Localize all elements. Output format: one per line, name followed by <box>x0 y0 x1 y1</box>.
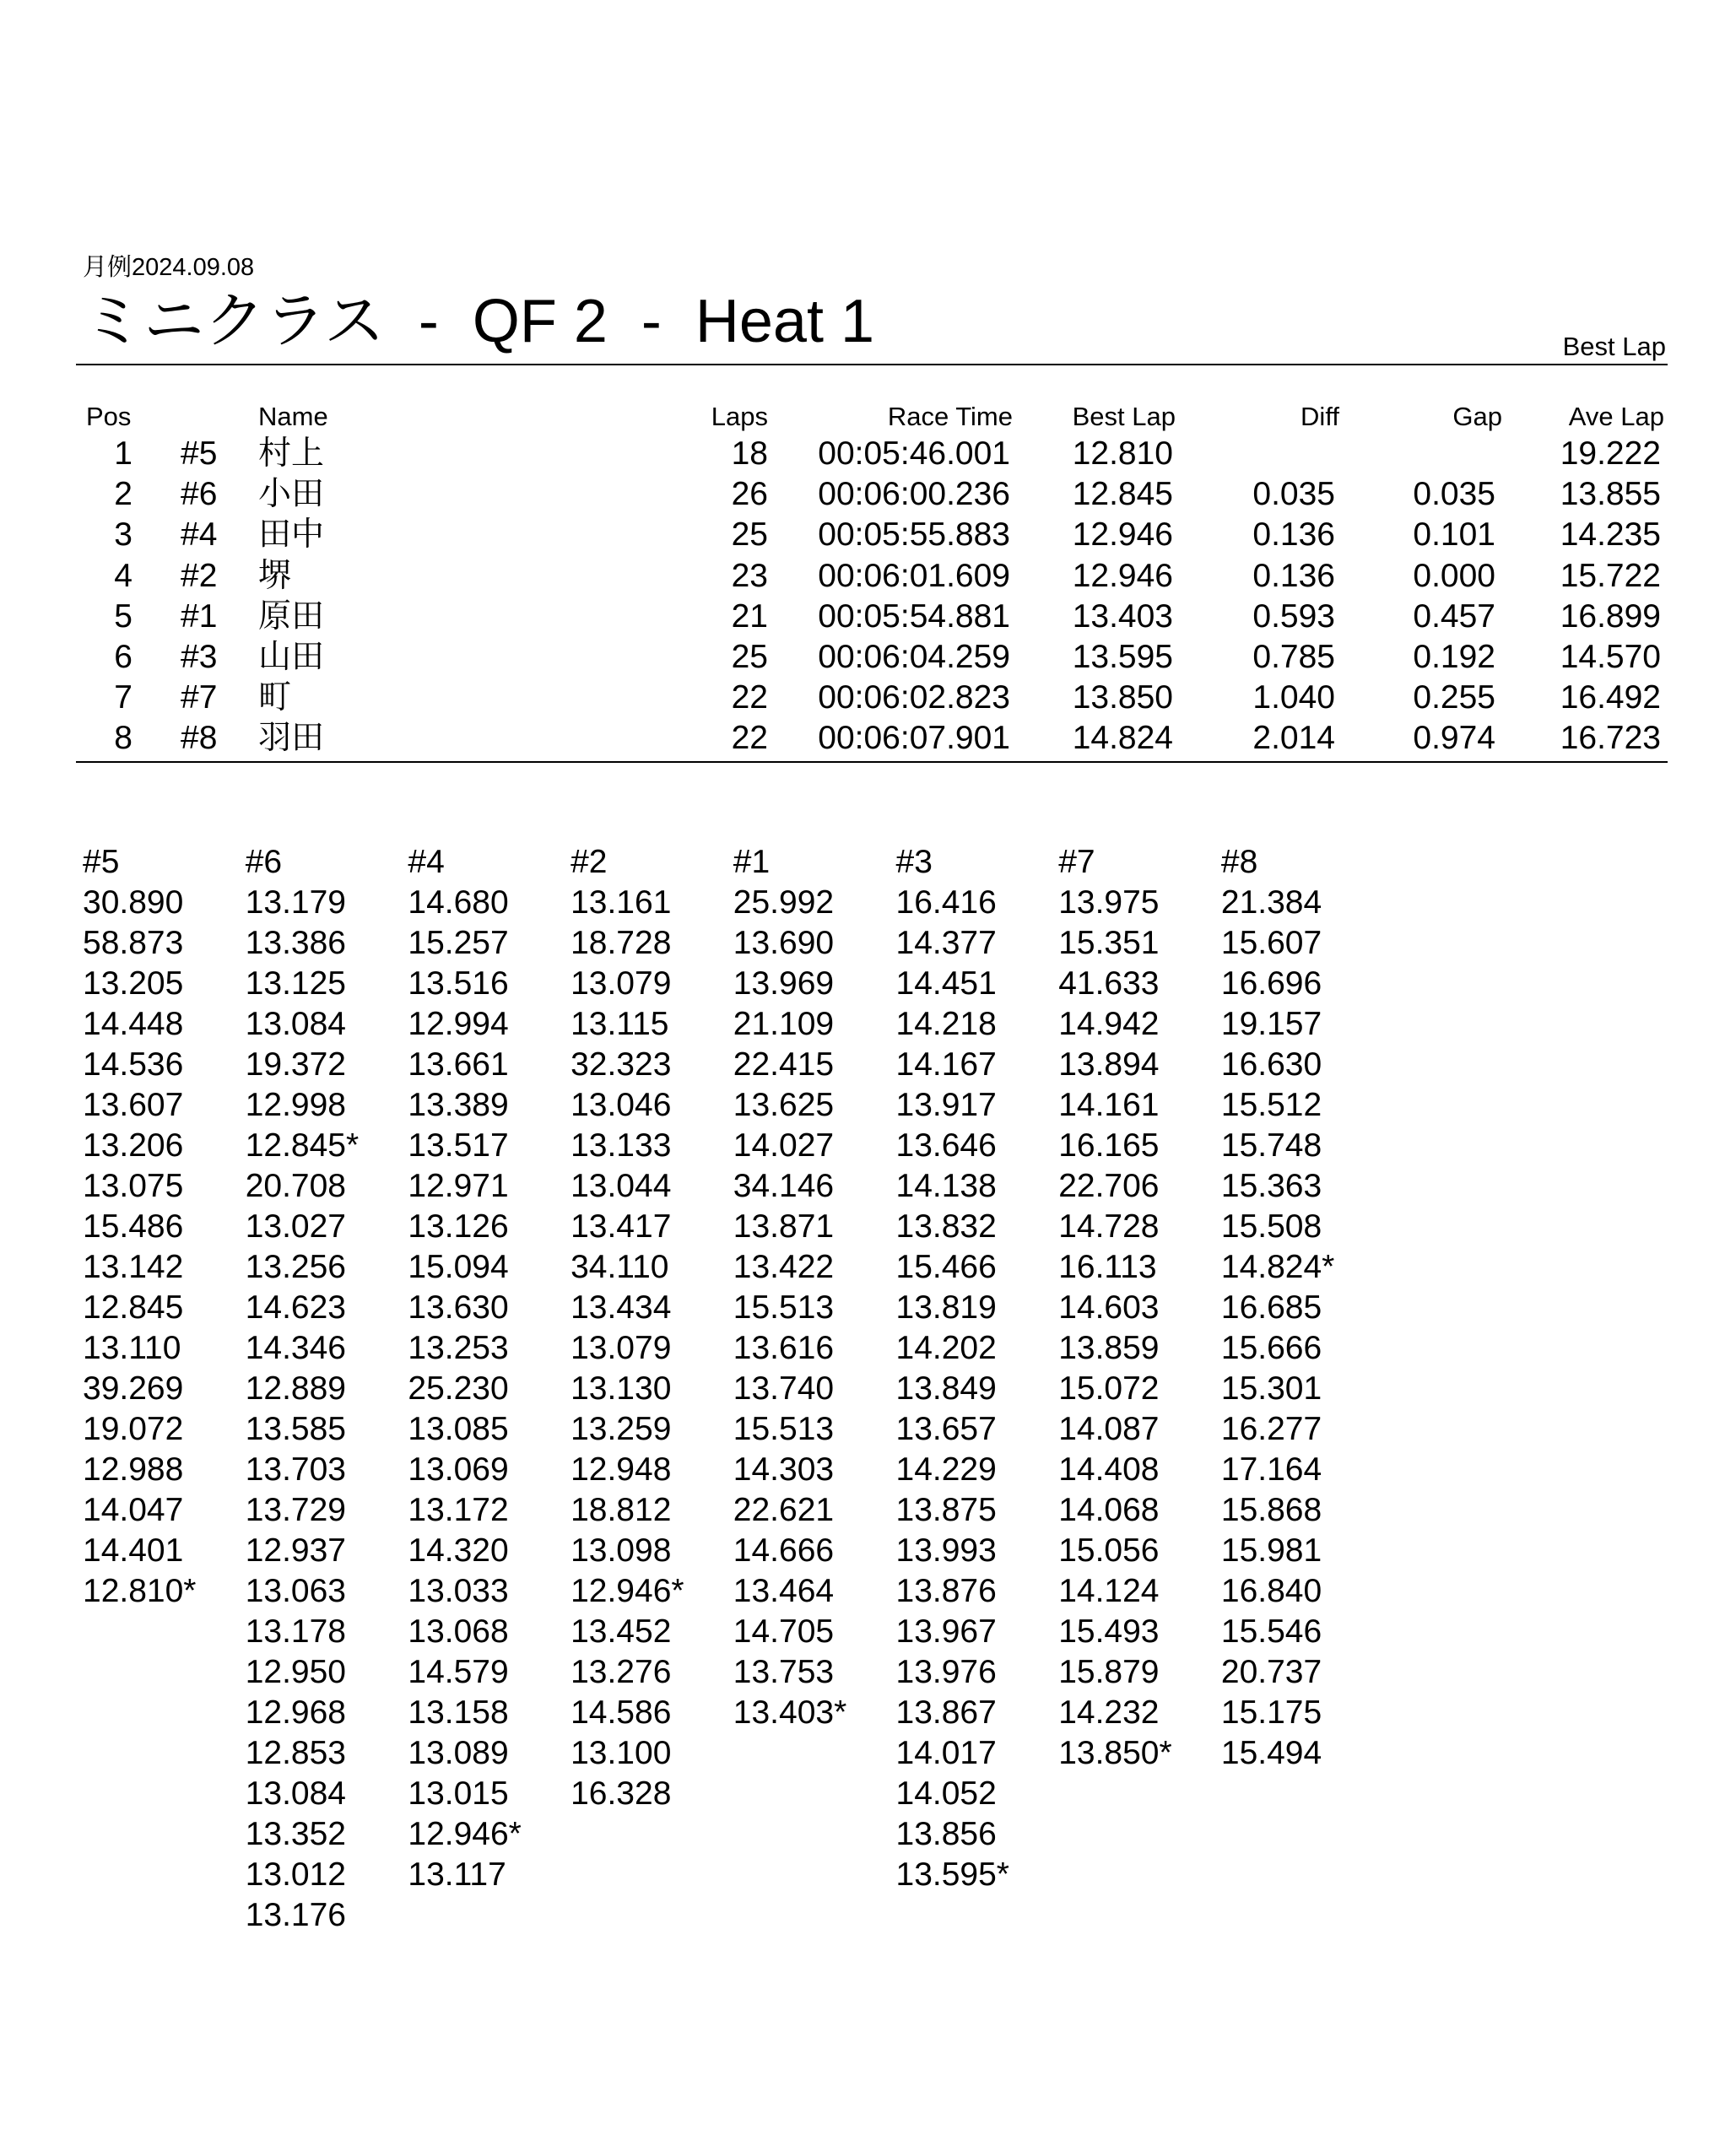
lap-time: 19.072 <box>83 1411 184 1447</box>
result-gap: 0.101 <box>1413 516 1495 554</box>
lap-column <box>83 842 245 1612</box>
lap-time: 13.172 <box>408 1492 509 1528</box>
result-ave-lap: 13.855 <box>1560 476 1661 513</box>
lap-time: 13.125 <box>245 965 346 1002</box>
lap-time: 15.513 <box>733 1411 835 1447</box>
lap-time: 34.110 <box>570 1249 669 1285</box>
lap-time: 13.867 <box>895 1694 997 1731</box>
lap-time: 15.351 <box>1058 925 1160 961</box>
lap-time: 12.948 <box>570 1451 672 1488</box>
best-lap-label: Best Lap <box>1562 332 1666 361</box>
result-pos: 3 <box>114 516 132 554</box>
lap-time: 13.969 <box>733 965 835 1002</box>
lap-time: 20.737 <box>1220 1654 1322 1690</box>
lap-time: 13.205 <box>83 965 184 1002</box>
lap-time: 13.033 <box>408 1573 509 1609</box>
lap-time: 13.085 <box>408 1411 509 1447</box>
lap-time: 15.508 <box>1220 1208 1322 1245</box>
column-header-diff: Diff <box>1301 402 1339 431</box>
result-pos: 7 <box>114 679 132 716</box>
lap-time: 13.729 <box>245 1492 346 1528</box>
lap-time: 13.875 <box>895 1492 997 1528</box>
lap-time: 13.856 <box>895 1816 997 1852</box>
lap-time: 13.259 <box>570 1411 672 1447</box>
lap-time: 14.218 <box>895 1006 997 1042</box>
result-pos: 6 <box>114 639 132 675</box>
lap-time: 13.126 <box>408 1208 509 1245</box>
lap-time: 41.633 <box>1058 965 1160 1002</box>
lap-time: 16.113 <box>1058 1249 1157 1285</box>
result-laps: 23 <box>731 557 768 594</box>
lap-column <box>1058 842 1220 1774</box>
result-diff: 0.136 <box>1252 516 1335 554</box>
lap-time: 15.879 <box>1058 1654 1160 1690</box>
result-gap: 0.192 <box>1413 639 1495 675</box>
column-header-laps: Laps <box>711 402 768 431</box>
lap-time: 14.232 <box>1058 1694 1160 1731</box>
lap-time: 21.109 <box>733 1006 835 1042</box>
lap-time: 12.946* <box>408 1816 522 1852</box>
lap-time: 13.993 <box>895 1532 997 1569</box>
lap-time: 15.546 <box>1220 1613 1322 1650</box>
lap-time: 34.146 <box>733 1168 835 1204</box>
lap-time: 13.616 <box>733 1330 835 1366</box>
lap-time: 19.372 <box>245 1046 346 1083</box>
lap-time: 13.386 <box>245 925 346 961</box>
column-header-gap: Gap <box>1452 402 1502 431</box>
result-laps: 25 <box>731 516 768 554</box>
lap-time: 15.666 <box>1220 1330 1322 1366</box>
result-diff: 0.785 <box>1252 639 1335 675</box>
lap-time: 16.165 <box>1058 1127 1160 1164</box>
result-race-time: 00:05:54.881 <box>818 597 1010 635</box>
lap-time: 16.630 <box>1220 1046 1322 1083</box>
lap-time: 14.027 <box>733 1127 835 1164</box>
result-gap: 0.457 <box>1413 597 1495 635</box>
lap-time: 13.850* <box>1058 1735 1172 1771</box>
lap-time: 13.046 <box>570 1087 672 1123</box>
lap-time: 30.890 <box>83 884 184 921</box>
lap-time: 13.015 <box>408 1775 509 1812</box>
lap-time: 14.346 <box>245 1330 346 1366</box>
result-best-lap: 13.403 <box>1072 597 1173 635</box>
lap-time: 13.100 <box>570 1735 672 1771</box>
lap-time: 13.661 <box>408 1046 509 1083</box>
result-driver-name: 原田 <box>258 597 325 635</box>
result-pos: 4 <box>114 557 132 594</box>
result-driver-name: 山田 <box>258 639 325 675</box>
lap-time: 13.079 <box>570 965 672 1002</box>
lap-time: 39.269 <box>83 1370 184 1407</box>
lap-time: 14.161 <box>1058 1087 1160 1123</box>
lap-time: 13.253 <box>408 1330 509 1366</box>
lap-time: 15.363 <box>1220 1168 1322 1204</box>
lap-time: 16.685 <box>1220 1289 1322 1326</box>
lap-time: 15.748 <box>1220 1127 1322 1164</box>
lap-time: 13.063 <box>245 1573 346 1609</box>
lap-time: 13.098 <box>570 1532 672 1569</box>
lap-time: 14.623 <box>245 1289 346 1326</box>
result-kart-number: #8 <box>181 720 218 757</box>
result-diff: 0.593 <box>1252 597 1335 635</box>
lap-column-kart-number: #6 <box>245 844 283 880</box>
result-best-lap: 12.810 <box>1072 435 1173 472</box>
lap-time: 12.988 <box>83 1451 184 1488</box>
result-pos: 1 <box>114 435 132 472</box>
lap-column-kart-number: #5 <box>83 844 120 880</box>
lap-time: 12.810* <box>83 1573 197 1609</box>
result-driver-name: 堺 <box>258 557 292 594</box>
result-ave-lap: 16.723 <box>1560 720 1661 757</box>
lap-time: 13.110 <box>83 1330 181 1366</box>
lap-time: 13.585 <box>245 1411 346 1447</box>
lap-column <box>733 842 895 1733</box>
column-header-race-time: Race Time <box>887 402 1013 431</box>
result-ave-lap: 14.570 <box>1560 639 1661 675</box>
lap-time: 13.417 <box>570 1208 672 1245</box>
lap-time: 15.257 <box>408 925 509 961</box>
lap-time: 13.130 <box>570 1370 672 1407</box>
lap-time: 14.824* <box>1220 1249 1335 1285</box>
result-diff: 1.040 <box>1252 679 1335 716</box>
result-best-lap: 13.595 <box>1072 639 1173 675</box>
lap-time: 16.328 <box>570 1775 672 1812</box>
lap-time: 13.607 <box>83 1087 184 1123</box>
lap-time: 13.176 <box>245 1897 346 1933</box>
lap-time: 17.164 <box>1220 1451 1322 1488</box>
lap-time: 22.415 <box>733 1046 835 1083</box>
result-ave-lap: 19.222 <box>1560 435 1661 472</box>
lap-time: 15.493 <box>1058 1613 1160 1650</box>
lap-time: 13.075 <box>83 1168 184 1204</box>
lap-time: 12.968 <box>245 1694 346 1731</box>
lap-time: 13.133 <box>570 1127 672 1164</box>
lap-time: 13.859 <box>1058 1330 1160 1366</box>
result-best-lap: 12.946 <box>1072 557 1173 594</box>
lap-time: 13.158 <box>408 1694 509 1731</box>
lap-time: 14.451 <box>895 965 997 1002</box>
lap-time: 15.494 <box>1220 1735 1322 1771</box>
result-laps: 22 <box>731 679 768 716</box>
result-ave-lap: 14.235 <box>1560 516 1661 554</box>
lap-time: 14.666 <box>733 1532 835 1569</box>
lap-time: 13.871 <box>733 1208 835 1245</box>
column-header-pos: Pos <box>86 402 132 431</box>
column-header-best-lap: Best Lap <box>1072 402 1176 431</box>
lap-time: 19.157 <box>1220 1006 1322 1042</box>
lap-time: 14.680 <box>408 884 509 921</box>
lap-times-grid <box>0 842 1725 1973</box>
result-gap: 0.035 <box>1413 476 1495 513</box>
result-driver-name: 町 <box>258 679 292 716</box>
lap-time: 13.117 <box>408 1856 506 1893</box>
lap-time: 58.873 <box>83 925 184 961</box>
lap-time: 12.889 <box>245 1370 346 1407</box>
result-driver-name: 小田 <box>258 476 325 513</box>
lap-time: 15.301 <box>1220 1370 1322 1407</box>
lap-time: 16.696 <box>1220 965 1322 1002</box>
lap-time: 16.277 <box>1220 1411 1322 1447</box>
lap-time: 13.089 <box>408 1735 509 1771</box>
lap-time: 13.068 <box>408 1613 509 1650</box>
lap-time: 14.579 <box>408 1654 509 1690</box>
result-race-time: 00:06:01.609 <box>818 557 1010 594</box>
lap-time: 13.646 <box>895 1127 997 1164</box>
lap-time: 22.621 <box>733 1492 835 1528</box>
result-race-time: 00:06:02.823 <box>818 679 1010 716</box>
result-driver-name: 田中 <box>258 516 325 554</box>
lap-time: 14.728 <box>1058 1208 1160 1245</box>
page-title: ミニクラス - QF 2 - Heat 1 <box>83 288 874 355</box>
result-race-time: 00:05:46.001 <box>818 435 1010 472</box>
result-ave-lap: 16.899 <box>1560 597 1661 635</box>
lap-column <box>408 842 570 1895</box>
lap-time: 13.967 <box>895 1613 997 1650</box>
result-gap: 0.255 <box>1413 679 1495 716</box>
result-race-time: 00:05:55.883 <box>818 516 1010 554</box>
lap-time: 12.971 <box>408 1168 509 1204</box>
lap-time: 13.352 <box>245 1816 346 1852</box>
lap-time: 13.657 <box>895 1411 997 1447</box>
lap-time: 14.202 <box>895 1330 997 1366</box>
result-diff: 2.014 <box>1252 720 1335 757</box>
lap-time: 13.178 <box>245 1613 346 1650</box>
lap-time: 15.486 <box>83 1208 184 1245</box>
result-race-time: 00:06:07.901 <box>818 720 1010 757</box>
lap-time: 13.115 <box>570 1006 669 1042</box>
lap-time: 32.323 <box>570 1046 672 1083</box>
lap-time: 14.229 <box>895 1451 997 1488</box>
result-kart-number: #4 <box>181 516 218 554</box>
lap-time: 14.377 <box>895 925 997 961</box>
table-row <box>0 637 1725 678</box>
lap-time: 13.703 <box>245 1451 346 1488</box>
lap-time: 13.012 <box>245 1856 346 1893</box>
lap-time: 13.027 <box>245 1208 346 1245</box>
lap-time: 14.087 <box>1058 1411 1160 1447</box>
lap-time: 14.408 <box>1058 1451 1160 1488</box>
lap-time: 14.586 <box>570 1694 672 1731</box>
lap-time: 25.230 <box>408 1370 509 1407</box>
lap-time: 25.992 <box>733 884 835 921</box>
lap-time: 13.276 <box>570 1654 672 1690</box>
lap-time: 12.998 <box>245 1087 346 1123</box>
lap-time: 13.690 <box>733 925 835 961</box>
result-kart-number: #5 <box>181 435 218 472</box>
result-pos: 5 <box>114 597 132 635</box>
result-diff: 0.136 <box>1252 557 1335 594</box>
lap-time: 21.384 <box>1220 884 1322 921</box>
result-kart-number: #2 <box>181 557 218 594</box>
lap-column <box>246 842 408 1936</box>
lap-time: 14.052 <box>895 1775 997 1812</box>
result-race-time: 00:06:04.259 <box>818 639 1010 675</box>
lap-time: 15.175 <box>1220 1694 1322 1731</box>
lap-column <box>896 842 1058 1895</box>
result-diff: 0.035 <box>1252 476 1335 513</box>
lap-time: 13.422 <box>733 1249 835 1285</box>
result-best-lap: 12.845 <box>1072 476 1173 513</box>
table-row <box>0 718 1725 759</box>
lap-time: 13.069 <box>408 1451 509 1488</box>
lap-time: 14.047 <box>83 1492 184 1528</box>
lap-time: 13.044 <box>570 1168 672 1204</box>
lap-time: 22.706 <box>1058 1168 1160 1204</box>
lap-time: 13.079 <box>570 1330 672 1366</box>
results-header-row <box>0 397 1725 437</box>
lap-time: 13.452 <box>570 1613 672 1650</box>
lap-time: 14.320 <box>408 1532 509 1569</box>
lap-time: 13.179 <box>245 884 346 921</box>
lap-time: 18.812 <box>570 1492 672 1528</box>
lap-column-kart-number: #1 <box>733 844 771 880</box>
lap-time: 12.853 <box>245 1735 346 1771</box>
result-race-time: 00:06:00.236 <box>818 476 1010 513</box>
header-divider <box>76 364 1668 365</box>
lap-time: 13.434 <box>570 1289 672 1326</box>
lap-time: 13.389 <box>408 1087 509 1123</box>
lap-time: 14.303 <box>733 1451 835 1488</box>
result-laps: 21 <box>731 597 768 635</box>
lap-time: 13.516 <box>408 965 509 1002</box>
lap-time: 15.466 <box>895 1249 997 1285</box>
lap-time: 13.084 <box>245 1006 346 1042</box>
lap-time: 12.994 <box>408 1006 509 1042</box>
result-ave-lap: 16.492 <box>1560 679 1661 716</box>
result-kart-number: #1 <box>181 597 218 635</box>
result-laps: 25 <box>731 639 768 675</box>
lap-time: 15.868 <box>1220 1492 1322 1528</box>
lap-time: 13.849 <box>895 1370 997 1407</box>
lap-time: 13.595* <box>895 1856 1009 1893</box>
lap-time: 13.832 <box>895 1208 997 1245</box>
column-header-name: Name <box>258 402 328 431</box>
table-row <box>0 434 1725 474</box>
result-laps: 22 <box>731 720 768 757</box>
result-pos: 8 <box>114 720 132 757</box>
lap-column <box>1221 842 1383 1774</box>
lap-column-kart-number: #4 <box>408 844 445 880</box>
lap-time: 13.256 <box>245 1249 346 1285</box>
lap-time: 12.946* <box>570 1573 684 1609</box>
report-date: 月例2024.09.08 <box>83 254 255 281</box>
lap-time: 12.950 <box>245 1654 346 1690</box>
lap-time: 14.536 <box>83 1046 184 1083</box>
result-kart-number: #3 <box>181 639 218 675</box>
lap-time: 13.975 <box>1058 884 1160 921</box>
lap-column-kart-number: #7 <box>1058 844 1095 880</box>
lap-time: 14.167 <box>895 1046 997 1083</box>
lap-column <box>570 842 733 1814</box>
lap-time: 15.607 <box>1220 925 1322 961</box>
table-row <box>0 597 1725 637</box>
lap-time: 15.056 <box>1058 1532 1160 1569</box>
lap-time: 13.403* <box>733 1694 847 1731</box>
result-laps: 18 <box>731 435 768 472</box>
lap-time: 14.138 <box>895 1168 997 1204</box>
lap-time: 13.819 <box>895 1289 997 1326</box>
result-laps: 26 <box>731 476 768 513</box>
lap-time: 14.068 <box>1058 1492 1160 1528</box>
lap-time: 14.942 <box>1058 1006 1160 1042</box>
lap-column-kart-number: #3 <box>895 844 933 880</box>
table-row <box>0 474 1725 515</box>
table-row <box>0 556 1725 597</box>
lap-time: 14.603 <box>1058 1289 1160 1326</box>
lap-time: 15.512 <box>1220 1087 1322 1123</box>
lap-time: 14.401 <box>83 1532 184 1569</box>
result-best-lap: 12.946 <box>1072 516 1173 554</box>
lap-time: 13.084 <box>245 1775 346 1812</box>
lap-time: 13.740 <box>733 1370 835 1407</box>
lap-time: 14.124 <box>1058 1573 1160 1609</box>
lap-time: 12.937 <box>245 1532 346 1569</box>
lap-time: 13.917 <box>895 1087 997 1123</box>
lap-column-kart-number: #8 <box>1220 844 1258 880</box>
result-pos: 2 <box>114 476 132 513</box>
lap-time: 13.630 <box>408 1289 509 1326</box>
column-header-ave-lap: Ave Lap <box>1568 402 1664 431</box>
lap-time: 14.705 <box>733 1613 835 1650</box>
result-driver-name: 村上 <box>258 435 325 472</box>
result-ave-lap: 15.722 <box>1560 557 1661 594</box>
lap-time: 15.072 <box>1058 1370 1160 1407</box>
lap-time: 15.094 <box>408 1249 509 1285</box>
lap-time: 18.728 <box>570 925 672 961</box>
lap-time: 13.517 <box>408 1127 509 1164</box>
lap-time: 13.464 <box>733 1573 835 1609</box>
lap-time: 14.448 <box>83 1006 184 1042</box>
result-kart-number: #7 <box>181 679 218 716</box>
lap-time: 13.161 <box>570 884 672 921</box>
result-gap: 0.974 <box>1413 720 1495 757</box>
lap-time: 13.753 <box>733 1654 835 1690</box>
lap-time: 15.513 <box>733 1289 835 1326</box>
table-row <box>0 678 1725 718</box>
lap-time: 13.976 <box>895 1654 997 1690</box>
table-row <box>0 515 1725 555</box>
lap-time: 13.206 <box>83 1127 184 1164</box>
lap-time: 16.840 <box>1220 1573 1322 1609</box>
lap-time: 12.845* <box>245 1127 360 1164</box>
lap-time: 20.708 <box>245 1168 346 1204</box>
result-kart-number: #6 <box>181 476 218 513</box>
lap-column-kart-number: #2 <box>570 844 608 880</box>
result-best-lap: 13.850 <box>1072 679 1173 716</box>
result-best-lap: 14.824 <box>1072 720 1173 757</box>
result-gap: 0.000 <box>1413 557 1495 594</box>
lap-time: 15.981 <box>1220 1532 1322 1569</box>
lap-time: 13.876 <box>895 1573 997 1609</box>
lap-time: 12.845 <box>83 1289 184 1326</box>
lap-time: 16.416 <box>895 884 997 921</box>
result-driver-name: 羽田 <box>258 720 325 757</box>
lap-time: 13.142 <box>83 1249 184 1285</box>
results-divider <box>76 761 1668 763</box>
lap-time: 14.017 <box>895 1735 997 1771</box>
lap-time: 13.894 <box>1058 1046 1160 1083</box>
lap-time: 13.625 <box>733 1087 835 1123</box>
